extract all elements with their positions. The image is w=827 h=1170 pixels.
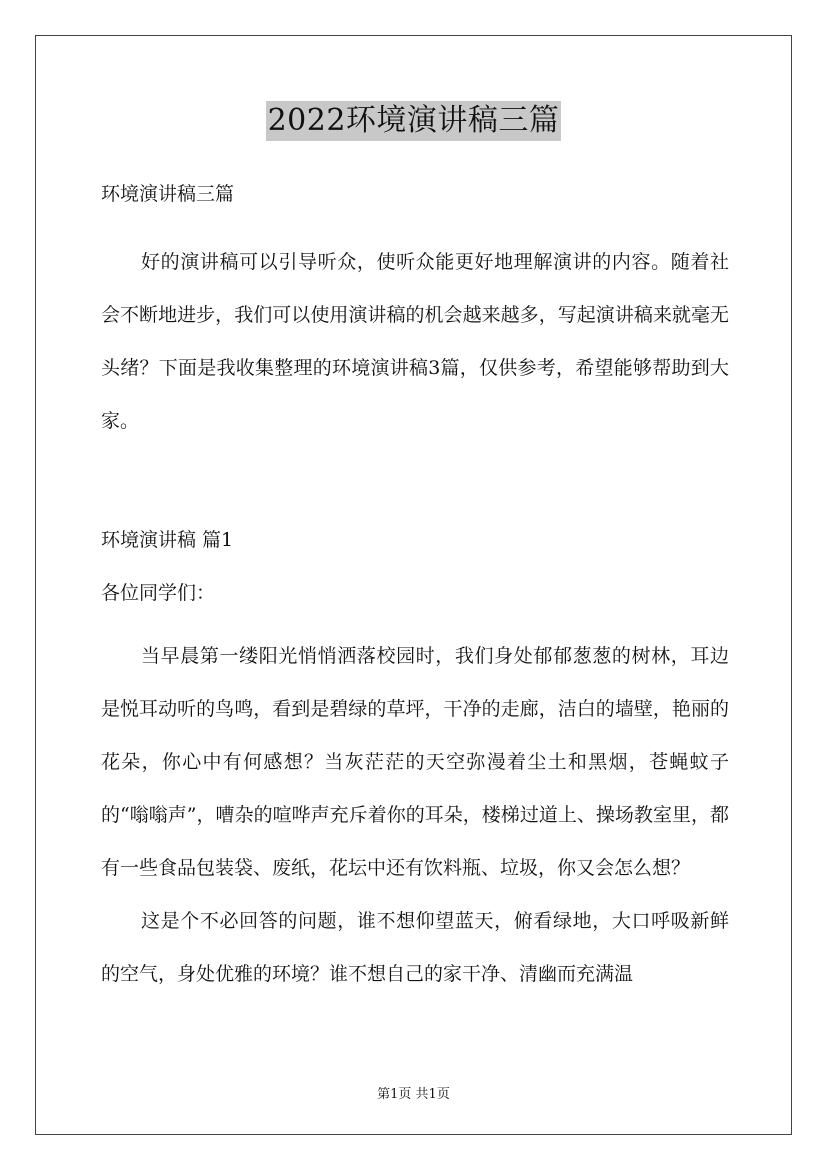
title-container — [0, 101, 827, 141]
page-footer: 第1页 共1页 — [377, 1087, 450, 1102]
document-title: 2022环境演讲稿三篇 — [266, 101, 562, 141]
body-paragraph-1: 当早晨第一缕阳光悄悄洒落校园时，我们身处郁郁葱葱的树林，耳边是悦耳动听的鸟鸣，看到是碧绿的草坪，干净的走廊，洁白的墙壁，艳丽的花朵，你心中有何感想？当灰茫茫的天空弥漫着尘土和黑烟，苍蝇蚊子的“嗡嗡声”，嘈杂的喧哗声充斥着你的耳朵，楼梯过道上、操场教室里，都有一些食品包装袋、废纸，花坛中还有饮料瓶、垃圾，你又会怎么想？ — [101, 645, 729, 879]
section-heading: 环境演讲稿 篇1 — [101, 529, 234, 551]
document-subtitle: 环境演讲稿三篇 — [101, 183, 235, 205]
body-paragraph-2: 这是个不必回答的问题，谁不想仰望蓝天，俯看绿地，大口呼吸新鲜的空气，身处优雅的环境？谁不想自己的家干净、清幽而充满温 — [101, 910, 729, 985]
document-body — [101, 178, 729, 1001]
salutation: 各位同学们： — [101, 582, 216, 604]
intro-paragraph: 好的演讲稿可以引导听众，使听众能更好地理解演讲的内容。随着社会不断地进步，我们可以使用演讲稿的机会越来越多，写起演讲稿来就毫无头绪？下面是我收集整理的环境演讲稿3篇，仅供参考，希望能够帮助到大家。 — [101, 251, 729, 432]
